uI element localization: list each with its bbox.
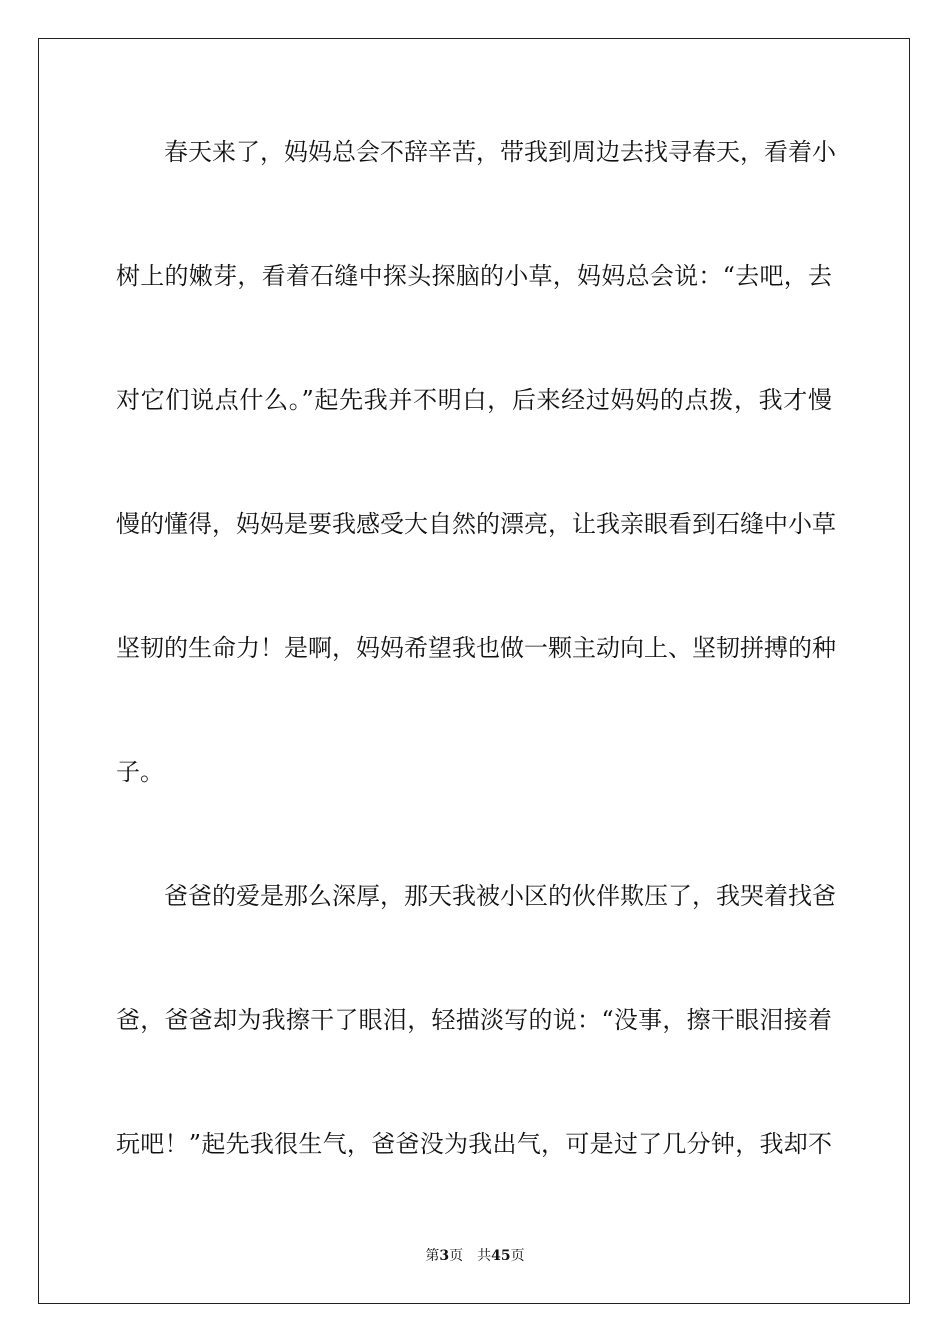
- paragraph-1-line-4: 慢的懂得，妈妈是要我感受大自然的漂亮，让我亲眼看到石缝中小草: [116, 510, 836, 538]
- total-suffix: 页: [510, 1248, 525, 1264]
- paragraph-1-line-5: 坚韧的生命力！是啊，妈妈希望我也做一颗主动向上、坚韧拼搏的种: [116, 634, 836, 662]
- page-number: 3: [439, 1248, 450, 1264]
- paragraph-1-line-3: 对它们说点什么。”起先我并不明白，后来经过妈妈的点拨，我才慢: [116, 386, 832, 414]
- paragraph-1-line-1: 春天来了，妈妈总会不辞辛苦，带我到周边去找寻春天，看着小: [164, 138, 836, 166]
- page-border: [38, 38, 910, 1304]
- paragraph-2-line-3: 玩吧！”起先我很生气，爸爸没为我出气，可是过了几分钟，我却不: [116, 1130, 832, 1158]
- page-footer: [0, 1246, 950, 1266]
- paragraph-2-line-2: 爸，爸爸却为我擦干了眼泪，轻描淡写的说：“没事，擦干眼泪接着: [116, 1006, 832, 1034]
- paragraph-1-line-6: 子。: [116, 758, 164, 786]
- total-prefix: 共: [477, 1248, 492, 1264]
- page-suffix: 页: [449, 1248, 464, 1264]
- paragraph-1-line-2: 树上的嫩芽，看着石缝中探头探脑的小草，妈妈总会说：“去吧，去: [116, 262, 832, 290]
- page-prefix: 第: [425, 1248, 440, 1264]
- total-pages: 45: [491, 1248, 511, 1264]
- paragraph-2-line-1: 爸爸的爱是那么深厚，那天我被小区的伙伴欺压了，我哭着找爸: [164, 882, 836, 910]
